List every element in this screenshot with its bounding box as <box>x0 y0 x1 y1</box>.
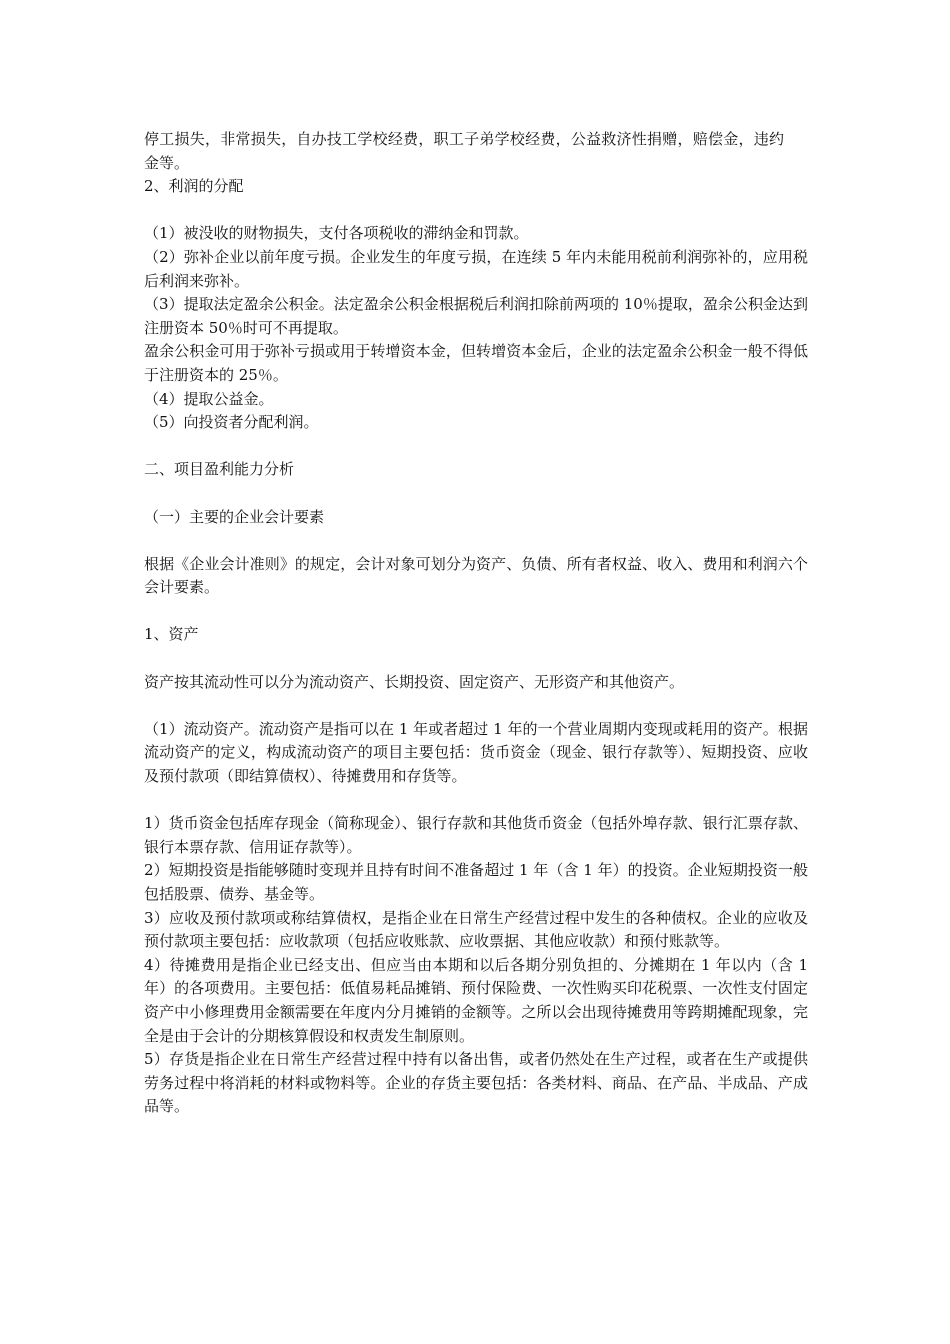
heading-assets: 1、资产 <box>144 625 199 644</box>
paragraph-surplus-reserve: 盈余公积金可用于弥补亏损或用于转增资本金，但转增资本金后，企业的法定盈余公积金一般不得低于注册资本的 25％。 <box>144 342 808 384</box>
paragraph-receivables: 3）应收及预付款项或称结算债权，是指企业在日常生产经营过程中发生的各种债权。企业的应收及预付款项主要包括：应收款项（包括应收账款、应收票据、其他应收款）和预付账款等。 <box>144 908 808 951</box>
paragraph-prepaid-expenses: 4）待摊费用是指企业已经支出、但应当由本期和以后各期分别负担的、分摊期在 1 年以内（含 1 年）的各项费用。主要包括：低值易耗品摊销、预付保险费、一次性购买印花税票、一次性支付固定资产中小修理费用金额需要在年度内分月摊销的金额等。之所以会出现待摊费用等跨期摊配现象，完全是由于会计的分期核算假设和权责发生制原则。 <box>144 955 808 1045</box>
paragraph-short-term-investment: 2）短期投资是指能够随时变现并且持有时间不准备超过 1 年（含 1 年）的投资。企业短期投资一般包括股票、债券、基金等。 <box>144 861 808 903</box>
section-heading-profitability: 二、项目盈利能力分析 <box>144 460 295 479</box>
subsection-heading-accounting-elements: （一）主要的企业会计要素 <box>144 507 325 526</box>
paragraph-expense-items: 停工损失，非常损失，自办技工学校经费，职工子弟学校经费，公益救济性捐赠，赔偿金，违约金等。 <box>144 130 784 172</box>
paragraph-inventory: 5）存货是指企业在日常生产经营过程中持有以备出售，或者仍然处在生产过程，或者在生产或提供劳务过程中将消耗的材料或物料等。企业的存货主要包括：各类材料、商品、在产品、半成品、产成品等。 <box>144 1050 808 1116</box>
paragraph-accounting-standards: 根据《企业会计准则》的规定，会计对象可划分为资产、负债、所有者权益、收入、费用和利润六个会计要素。 <box>144 554 808 597</box>
paragraph-current-assets: （1）流动资产。流动资产是指可以在 1 年或者超过 1 年的一个营业周期内变现或耗用的资产。根据流动资产的定义，构成流动资产的项目主要包括：货币资金（现金、银行存款等）、短期投资、应收及预付款项（即结算债权）、待摊费用和存货等。 <box>144 719 808 786</box>
paragraph-item-2: （2）弥补企业以前年度亏损。企业发生的年度亏损，在连续 5 年内未能用税前利润弥补的，应用税后利润来弥补。 <box>144 247 808 290</box>
paragraph-item-5: （5）向投资者分配利润。 <box>144 413 319 432</box>
paragraph-item-4: （4）提取公益金。 <box>144 389 274 408</box>
paragraph-monetary-funds: 1）货币资金包括库存现金（简称现金）、银行存款和其他货币资金（包括外埠存款、银行汇票存款、银行本票存款、信用证存款等）。 <box>144 814 808 856</box>
document-page <box>144 128 808 1119</box>
paragraph-item-3: （3）提取法定盈余公积金。法定盈余公积金根据税后利润扣除前两项的 10％提取，盈余公积金达到注册资本 50％时可不再提取。 <box>144 295 808 337</box>
paragraph-asset-classification: 资产按其流动性可以分为流动资产、长期投资、固定资产、无形资产和其他资产。 <box>144 672 685 691</box>
heading-profit-distribution: 2、利润的分配 <box>144 177 244 196</box>
paragraph-item-1: （1）被没收的财物损失，支付各项税收的滞纳金和罚款。 <box>144 224 529 243</box>
